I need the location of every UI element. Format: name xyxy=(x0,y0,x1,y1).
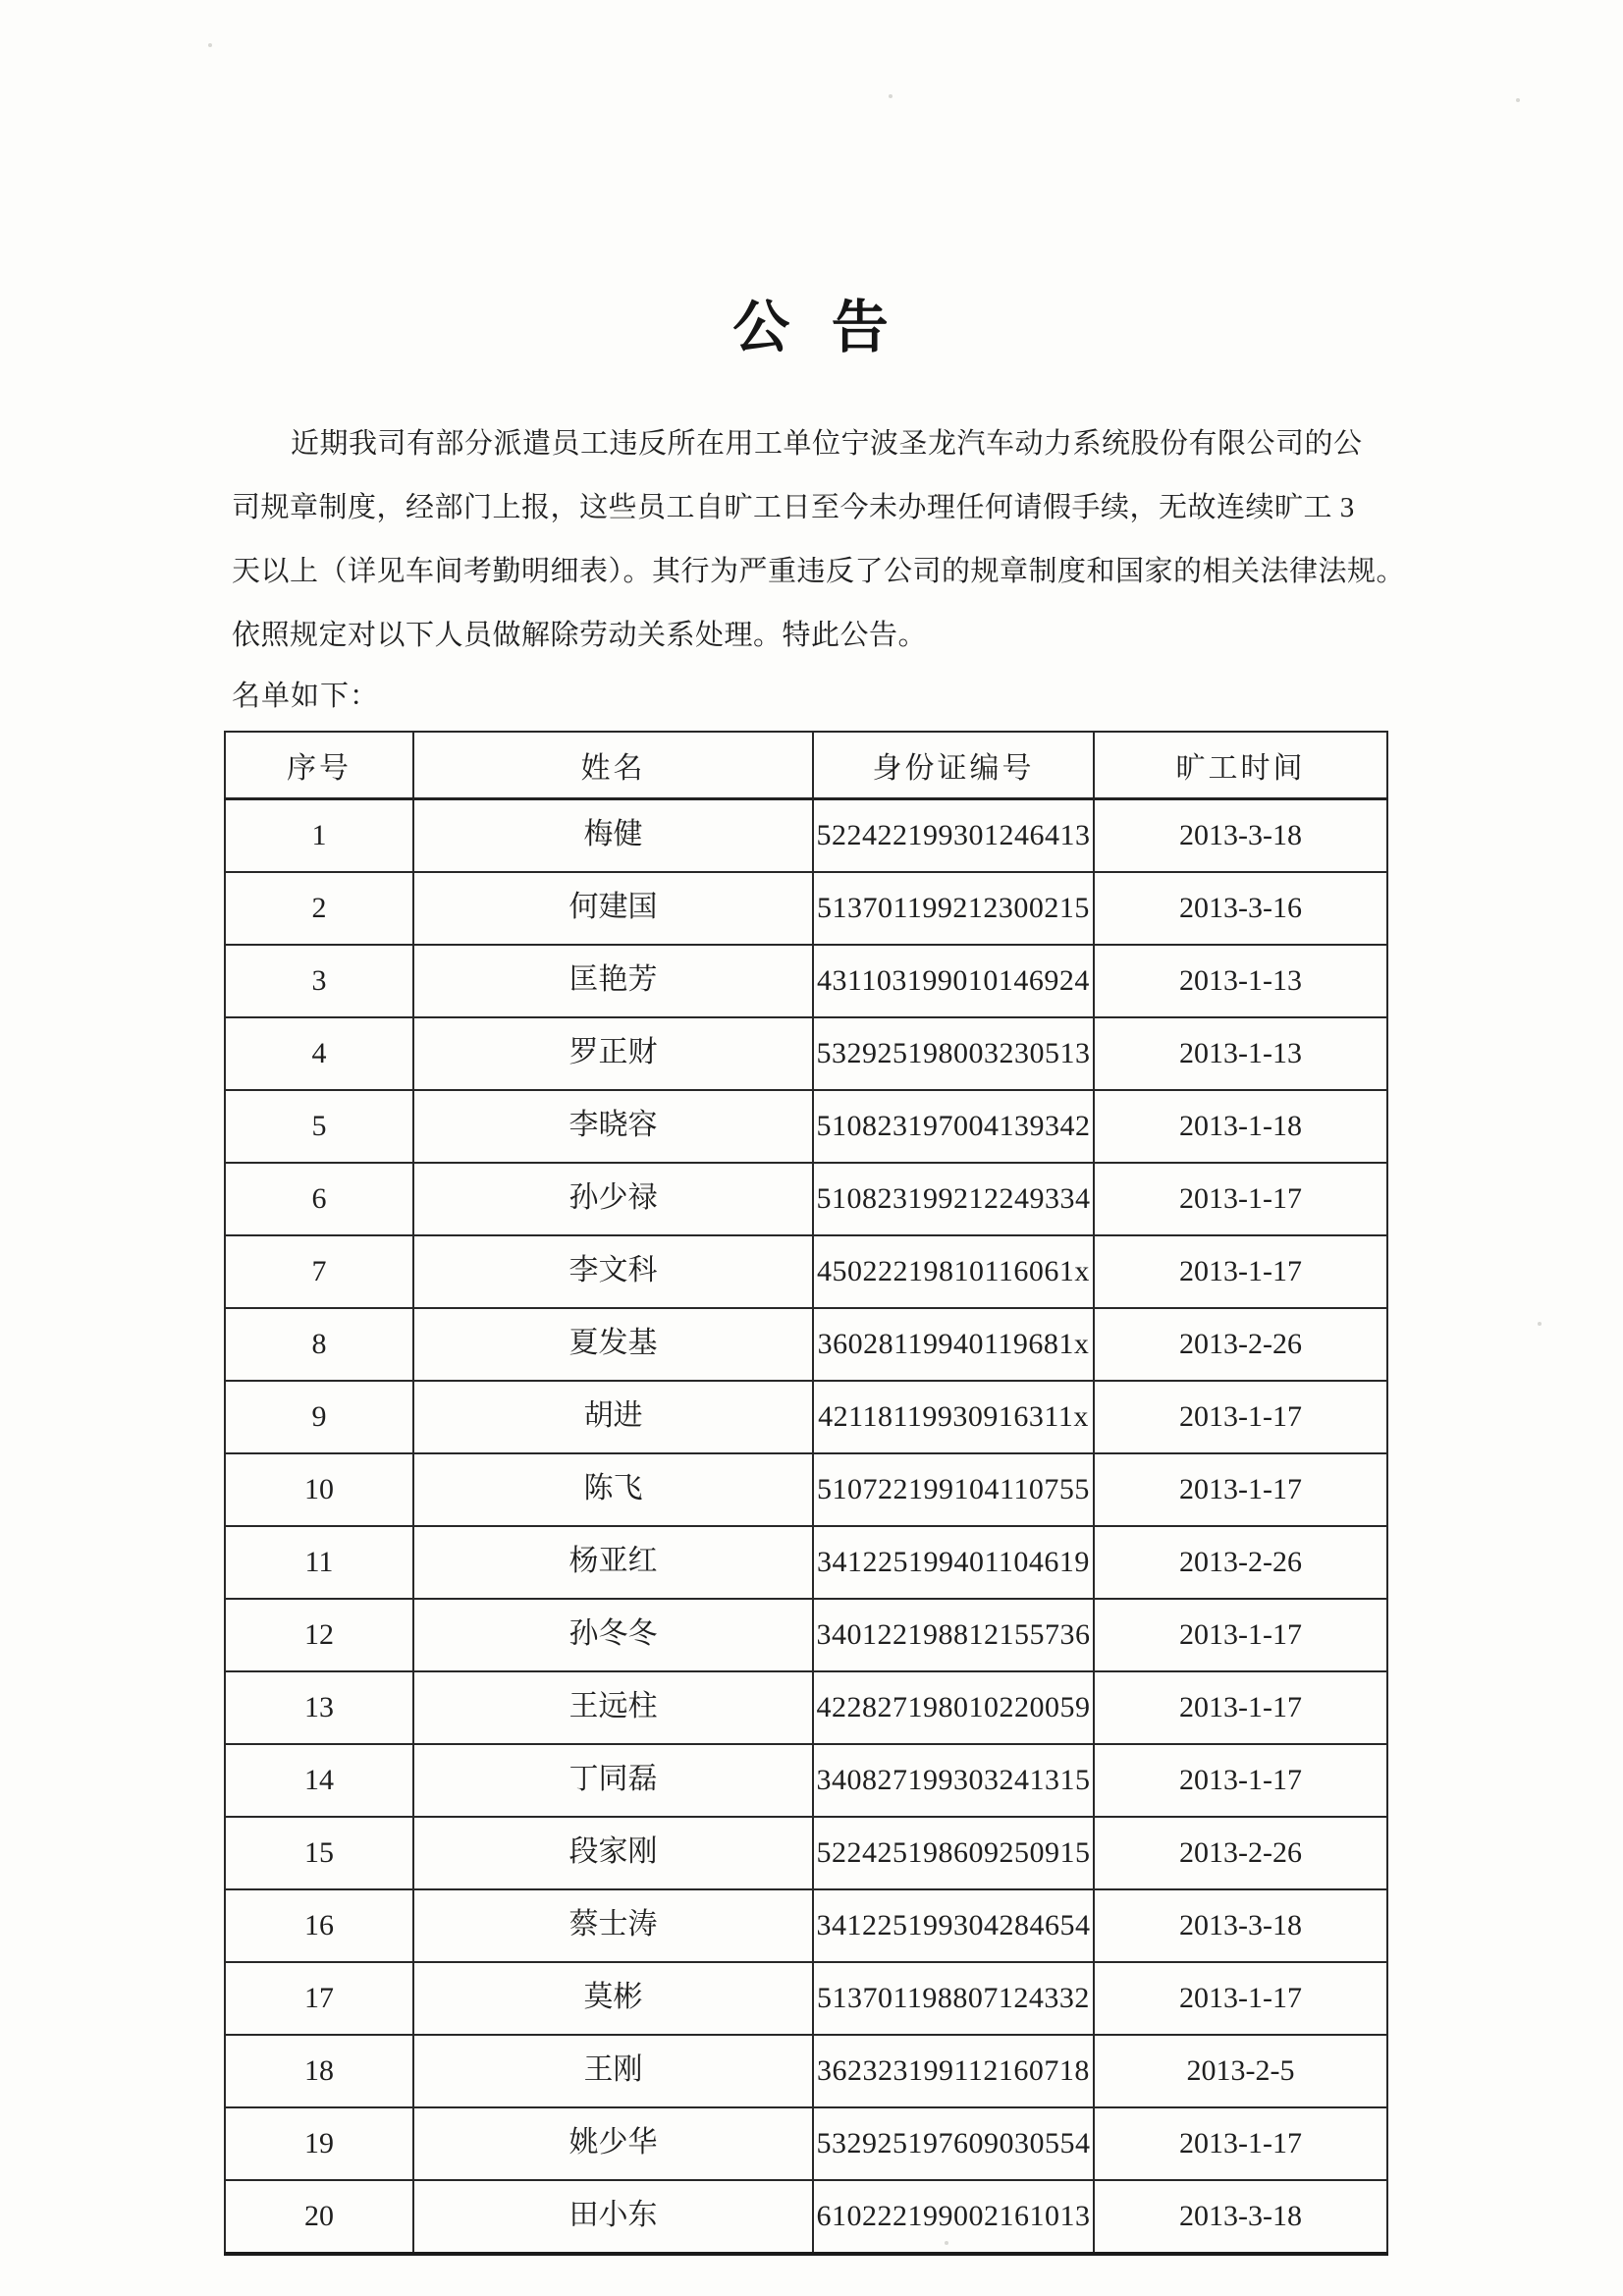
scan-speck xyxy=(208,43,212,47)
name-cell: 姚少华 xyxy=(413,2107,813,2180)
table-row xyxy=(225,945,1387,1017)
serial-cell: 15 xyxy=(225,1817,413,1889)
name-cell: 夏发基 xyxy=(413,1308,813,1381)
id-number-cell: 422827198010220059 xyxy=(813,1671,1094,1744)
name-cell: 孙少禄 xyxy=(413,1163,813,1235)
name-cell: 李晓容 xyxy=(413,1090,813,1163)
table-row xyxy=(225,1671,1387,1744)
serial-cell: 19 xyxy=(225,2107,413,2180)
serial-cell: 1 xyxy=(225,799,413,873)
id-number-cell: 510823197004139342 xyxy=(813,1090,1094,1163)
absence-date-cell: 2013-2-5 xyxy=(1094,2035,1387,2107)
absence-date-cell: 2013-1-17 xyxy=(1094,1671,1387,1744)
table-row xyxy=(225,1744,1387,1817)
absence-date-cell: 2013-2-26 xyxy=(1094,1526,1387,1599)
table-row xyxy=(225,1889,1387,1962)
scan-speck xyxy=(889,94,893,98)
id-number-cell: 341225199304284654 xyxy=(813,1889,1094,1962)
absence-date-cell: 2013-1-17 xyxy=(1094,1744,1387,1817)
table-row xyxy=(225,2107,1387,2180)
serial-cell: 3 xyxy=(225,945,413,1017)
absence-date-cell: 2013-3-18 xyxy=(1094,2180,1387,2254)
table-row xyxy=(225,1235,1387,1308)
table-row xyxy=(225,1308,1387,1381)
absence-date-cell: 2013-1-17 xyxy=(1094,1599,1387,1671)
table-body xyxy=(225,799,1387,2255)
id-number-cell: 36028119940119681x xyxy=(813,1308,1094,1381)
serial-cell: 8 xyxy=(225,1308,413,1381)
id-number-cell: 362323199112160718 xyxy=(813,2035,1094,2107)
absence-date-cell: 2013-1-17 xyxy=(1094,1163,1387,1235)
header-name: 姓名 xyxy=(413,732,813,799)
serial-cell: 9 xyxy=(225,1381,413,1453)
absence-date-cell: 2013-1-17 xyxy=(1094,1381,1387,1453)
serial-cell: 16 xyxy=(225,1889,413,1962)
id-number-cell: 45022219810116061x xyxy=(813,1235,1094,1308)
serial-cell: 4 xyxy=(225,1017,413,1090)
id-number-cell: 42118119930916311x xyxy=(813,1381,1094,1453)
absence-date-cell: 2013-2-26 xyxy=(1094,1817,1387,1889)
name-cell: 田小东 xyxy=(413,2180,813,2254)
name-cell: 何建国 xyxy=(413,872,813,945)
table-row xyxy=(225,1526,1387,1599)
id-number-cell: 522422199301246413 xyxy=(813,799,1094,873)
name-cell: 罗正财 xyxy=(413,1017,813,1090)
name-cell: 王远柱 xyxy=(413,1671,813,1744)
absence-date-cell: 2013-1-17 xyxy=(1094,2107,1387,2180)
table-row xyxy=(225,1962,1387,2035)
id-number-cell: 513701198807124332 xyxy=(813,1962,1094,2035)
table-header-row xyxy=(225,732,1387,799)
serial-cell: 5 xyxy=(225,1090,413,1163)
absence-date-cell: 2013-3-18 xyxy=(1094,799,1387,873)
id-number-cell: 431103199010146924 xyxy=(813,945,1094,1017)
serial-cell: 18 xyxy=(225,2035,413,2107)
id-number-cell: 340827199303241315 xyxy=(813,1744,1094,1817)
name-cell: 段家刚 xyxy=(413,1817,813,1889)
list-label: 名单如下： xyxy=(232,681,380,712)
serial-cell: 2 xyxy=(225,872,413,945)
absence-date-cell: 2013-1-17 xyxy=(1094,1235,1387,1308)
scan-speck xyxy=(1516,98,1520,102)
absence-date-cell: 2013-3-18 xyxy=(1094,1889,1387,1962)
paragraph-line: 近期我司有部分派遣员工违反所在用工单位宁波圣龙汽车动力系统股份有限公司的公 xyxy=(291,428,1363,460)
absence-date-cell: 2013-1-13 xyxy=(1094,1017,1387,1090)
paragraph-line: 依照规定对以下人员做解除劳动关系处理。特此公告。 xyxy=(232,620,928,651)
table-row xyxy=(225,1017,1387,1090)
name-cell: 匡艳芳 xyxy=(413,945,813,1017)
table-row xyxy=(225,1381,1387,1453)
absence-date-cell: 2013-1-18 xyxy=(1094,1090,1387,1163)
serial-cell: 20 xyxy=(225,2180,413,2254)
announcement-body xyxy=(232,412,1406,668)
page-title: 公 告 xyxy=(732,296,891,359)
table-row xyxy=(225,799,1387,873)
name-cell: 李文科 xyxy=(413,1235,813,1308)
table-row xyxy=(225,2180,1387,2254)
serial-cell: 10 xyxy=(225,1453,413,1526)
id-number-cell: 532925197609030554 xyxy=(813,2107,1094,2180)
id-number-cell: 522425198609250915 xyxy=(813,1817,1094,1889)
serial-cell: 6 xyxy=(225,1163,413,1235)
serial-cell: 7 xyxy=(225,1235,413,1308)
name-cell: 王刚 xyxy=(413,2035,813,2107)
name-cell: 陈飞 xyxy=(413,1453,813,1526)
serial-cell: 17 xyxy=(225,1962,413,2035)
id-number-cell: 510722199104110755 xyxy=(813,1453,1094,1526)
absence-date-cell: 2013-1-13 xyxy=(1094,945,1387,1017)
dismissal-table xyxy=(224,731,1388,2256)
serial-cell: 13 xyxy=(225,1671,413,1744)
name-cell: 梅健 xyxy=(413,799,813,873)
absence-date-cell: 2013-2-26 xyxy=(1094,1308,1387,1381)
absence-date-cell: 2013-1-17 xyxy=(1094,1453,1387,1526)
table-row xyxy=(225,1599,1387,1671)
scan-speck xyxy=(945,2241,948,2245)
id-number-cell: 513701199212300215 xyxy=(813,872,1094,945)
name-cell: 杨亚红 xyxy=(413,1526,813,1599)
scan-speck xyxy=(1538,1322,1542,1326)
table-row xyxy=(225,1453,1387,1526)
header-absence-date: 旷工时间 xyxy=(1094,732,1387,799)
table-row xyxy=(225,1817,1387,1889)
serial-cell: 12 xyxy=(225,1599,413,1671)
id-number-cell: 510823199212249334 xyxy=(813,1163,1094,1235)
id-number-cell: 341225199401104619 xyxy=(813,1526,1094,1599)
id-number-cell: 340122198812155736 xyxy=(813,1599,1094,1671)
paragraph-line: 司规章制度，经部门上报，这些员工自旷工日至今未办理任何请假手续，无故连续旷工 3 xyxy=(232,492,1355,523)
name-cell: 丁同磊 xyxy=(413,1744,813,1817)
absence-date-cell: 2013-1-17 xyxy=(1094,1962,1387,2035)
serial-cell: 11 xyxy=(225,1526,413,1599)
paragraph-line: 天以上（详见车间考勤明细表）。其行为严重违反了公司的规章制度和国家的相关法律法规。 xyxy=(232,556,1406,587)
table-row xyxy=(225,1163,1387,1235)
id-number-cell: 532925198003230513 xyxy=(813,1017,1094,1090)
name-cell: 胡进 xyxy=(413,1381,813,1453)
table-row xyxy=(225,872,1387,945)
name-cell: 莫彬 xyxy=(413,1962,813,2035)
absence-date-cell: 2013-3-16 xyxy=(1094,872,1387,945)
serial-cell: 14 xyxy=(225,1744,413,1817)
name-cell: 孙冬冬 xyxy=(413,1599,813,1671)
header-serial: 序号 xyxy=(225,732,413,799)
table-row xyxy=(225,1090,1387,1163)
table-row xyxy=(225,2035,1387,2107)
header-id-number: 身份证编号 xyxy=(813,732,1094,799)
id-number-cell: 610222199002161013 xyxy=(813,2180,1094,2254)
name-cell: 蔡士涛 xyxy=(413,1889,813,1962)
